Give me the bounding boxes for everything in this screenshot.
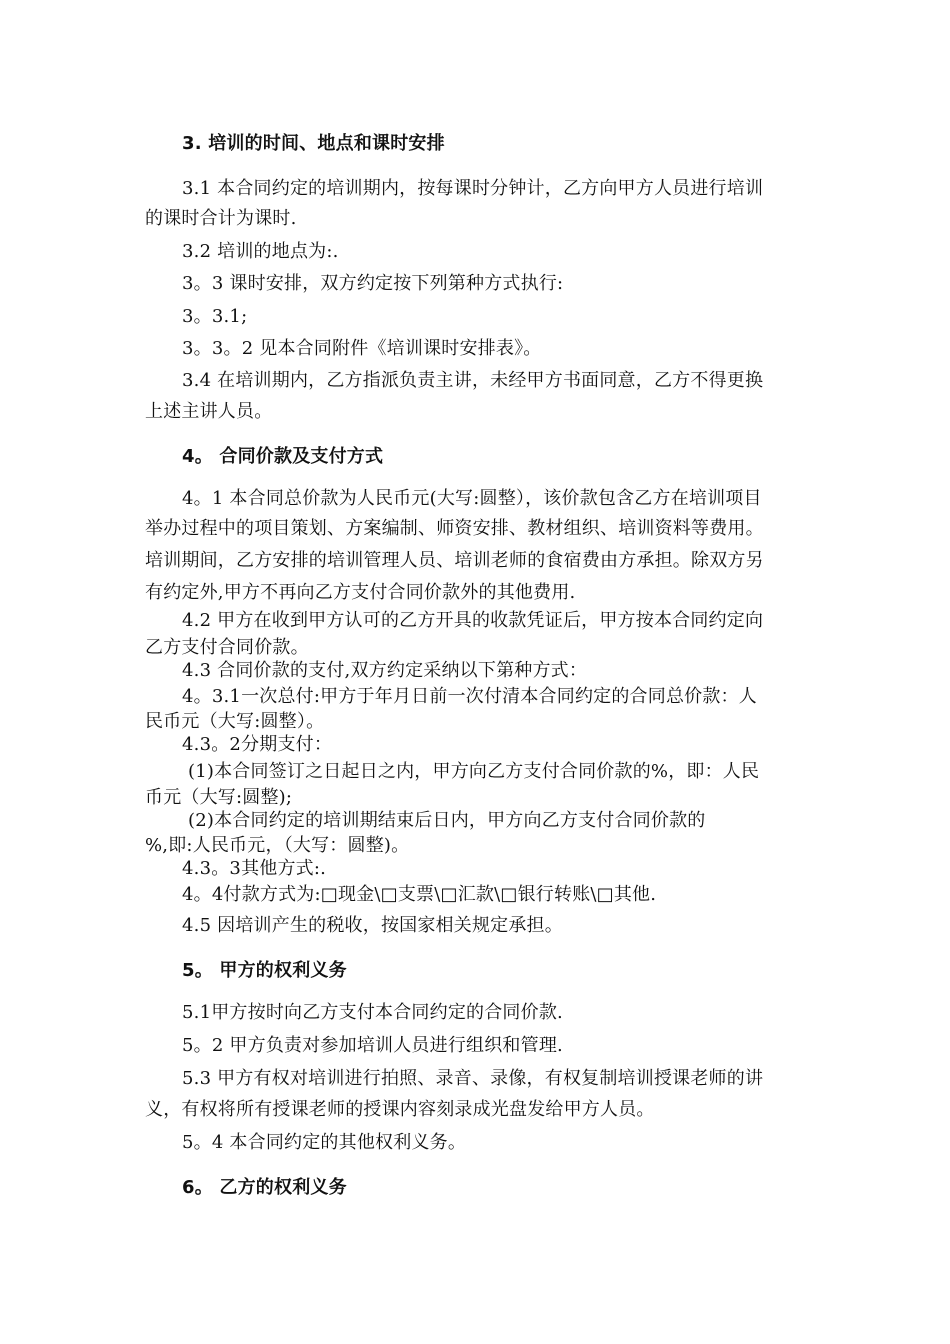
paragraph-line: 乙方支付合同价款。 xyxy=(145,637,309,658)
section-heading-5: 5。 甲方的权利义务 xyxy=(182,960,347,981)
paragraph-line: 4。4付款方式为:□现金\□支票\□汇款\□银行转账\□其他. xyxy=(182,884,657,905)
section-heading-4: 4。 合同价款及支付方式 xyxy=(182,446,384,467)
paragraph-line: 培训期间，乙方安排的培训管理人员、培训老师的食宿费由方承担。除双方另 xyxy=(145,550,764,571)
paragraph-line: 上述主讲人员。 xyxy=(145,401,273,422)
paragraph-line: 3.4 在培训期内，乙方指派负责主讲，未经甲方书面同意，乙方不得更换 xyxy=(182,370,764,391)
paragraph-line: 4.2 甲方在收到甲方认可的乙方开具的收款凭证后，甲方按本合同约定向 xyxy=(182,610,764,631)
paragraph-line: 的课时合计为课时. xyxy=(145,208,297,229)
paragraph-line: (1)本合同签订之日起日之内，甲方向乙方支付合同价款的%，即：人民 xyxy=(188,761,760,782)
section-heading-6: 6。 乙方的权利义务 xyxy=(182,1177,347,1198)
paragraph-line: 4.3 合同价款的支付,双方约定采纳以下第种方式： xyxy=(182,660,588,681)
paragraph-line: 3.2 培训的地点为:. xyxy=(182,241,339,262)
paragraph-line: 币元（大写:圆整); xyxy=(145,787,293,808)
paragraph-line: 3。3 课时安排，双方约定按下列第种方式执行: xyxy=(182,273,564,294)
paragraph-line: %,即:人民币元，（大写：圆整)。 xyxy=(145,835,410,856)
paragraph-line: 3。3。2 见本合同附件《培训课时安排表》。 xyxy=(182,338,542,359)
paragraph-line: 举办过程中的项目策划、方案编制、师资安排、教材组织、培训资料等费用。 xyxy=(145,518,764,539)
paragraph-line: 4.3。2分期支付： xyxy=(182,734,333,755)
paragraph-line: 4.5 因培训产生的税收，按国家相关规定承担。 xyxy=(182,915,563,936)
paragraph-line: 有约定外,甲方不再向乙方支付合同价款外的其他费用. xyxy=(145,582,576,603)
paragraph-line: 4。3.1一次总付:甲方于年月日前一次付清本合同约定的合同总价款：人 xyxy=(182,686,757,707)
paragraph-line: 3.1 本合同约定的培训期内，按每课时分钟计，乙方向甲方人员进行培训 xyxy=(182,178,764,199)
paragraph-line: 5.1甲方按时向乙方支付本合同约定的合同价款. xyxy=(182,1002,563,1023)
paragraph-line: (2)本合同约定的培训期结束后日内，甲方向乙方支付合同价款的 xyxy=(188,810,706,831)
paragraph-line: 义，有权将所有授课老师的授课内容刻录成光盘发给甲方人员。 xyxy=(145,1099,655,1120)
paragraph-line: 5。2 甲方负责对参加培训人员进行组织和管理. xyxy=(182,1035,563,1056)
paragraph-line: 民币元（大写:圆整）。 xyxy=(145,711,325,732)
paragraph-line: 3。3.1; xyxy=(182,306,248,327)
paragraph-line: 4.3。3其他方式:. xyxy=(182,858,327,879)
section-heading-3: 3. 培训的时间、地点和课时安排 xyxy=(182,133,445,154)
paragraph-line: 4。1 本合同总价款为人民币元(大写:圆整），该价款包含乙方在培训项目 xyxy=(182,488,762,509)
paragraph-line: 5。4 本合同约定的其他权利义务。 xyxy=(182,1132,467,1153)
paragraph-line: 5.3 甲方有权对培训进行拍照、录音、录像，有权复制培训授课老师的讲 xyxy=(182,1068,764,1089)
